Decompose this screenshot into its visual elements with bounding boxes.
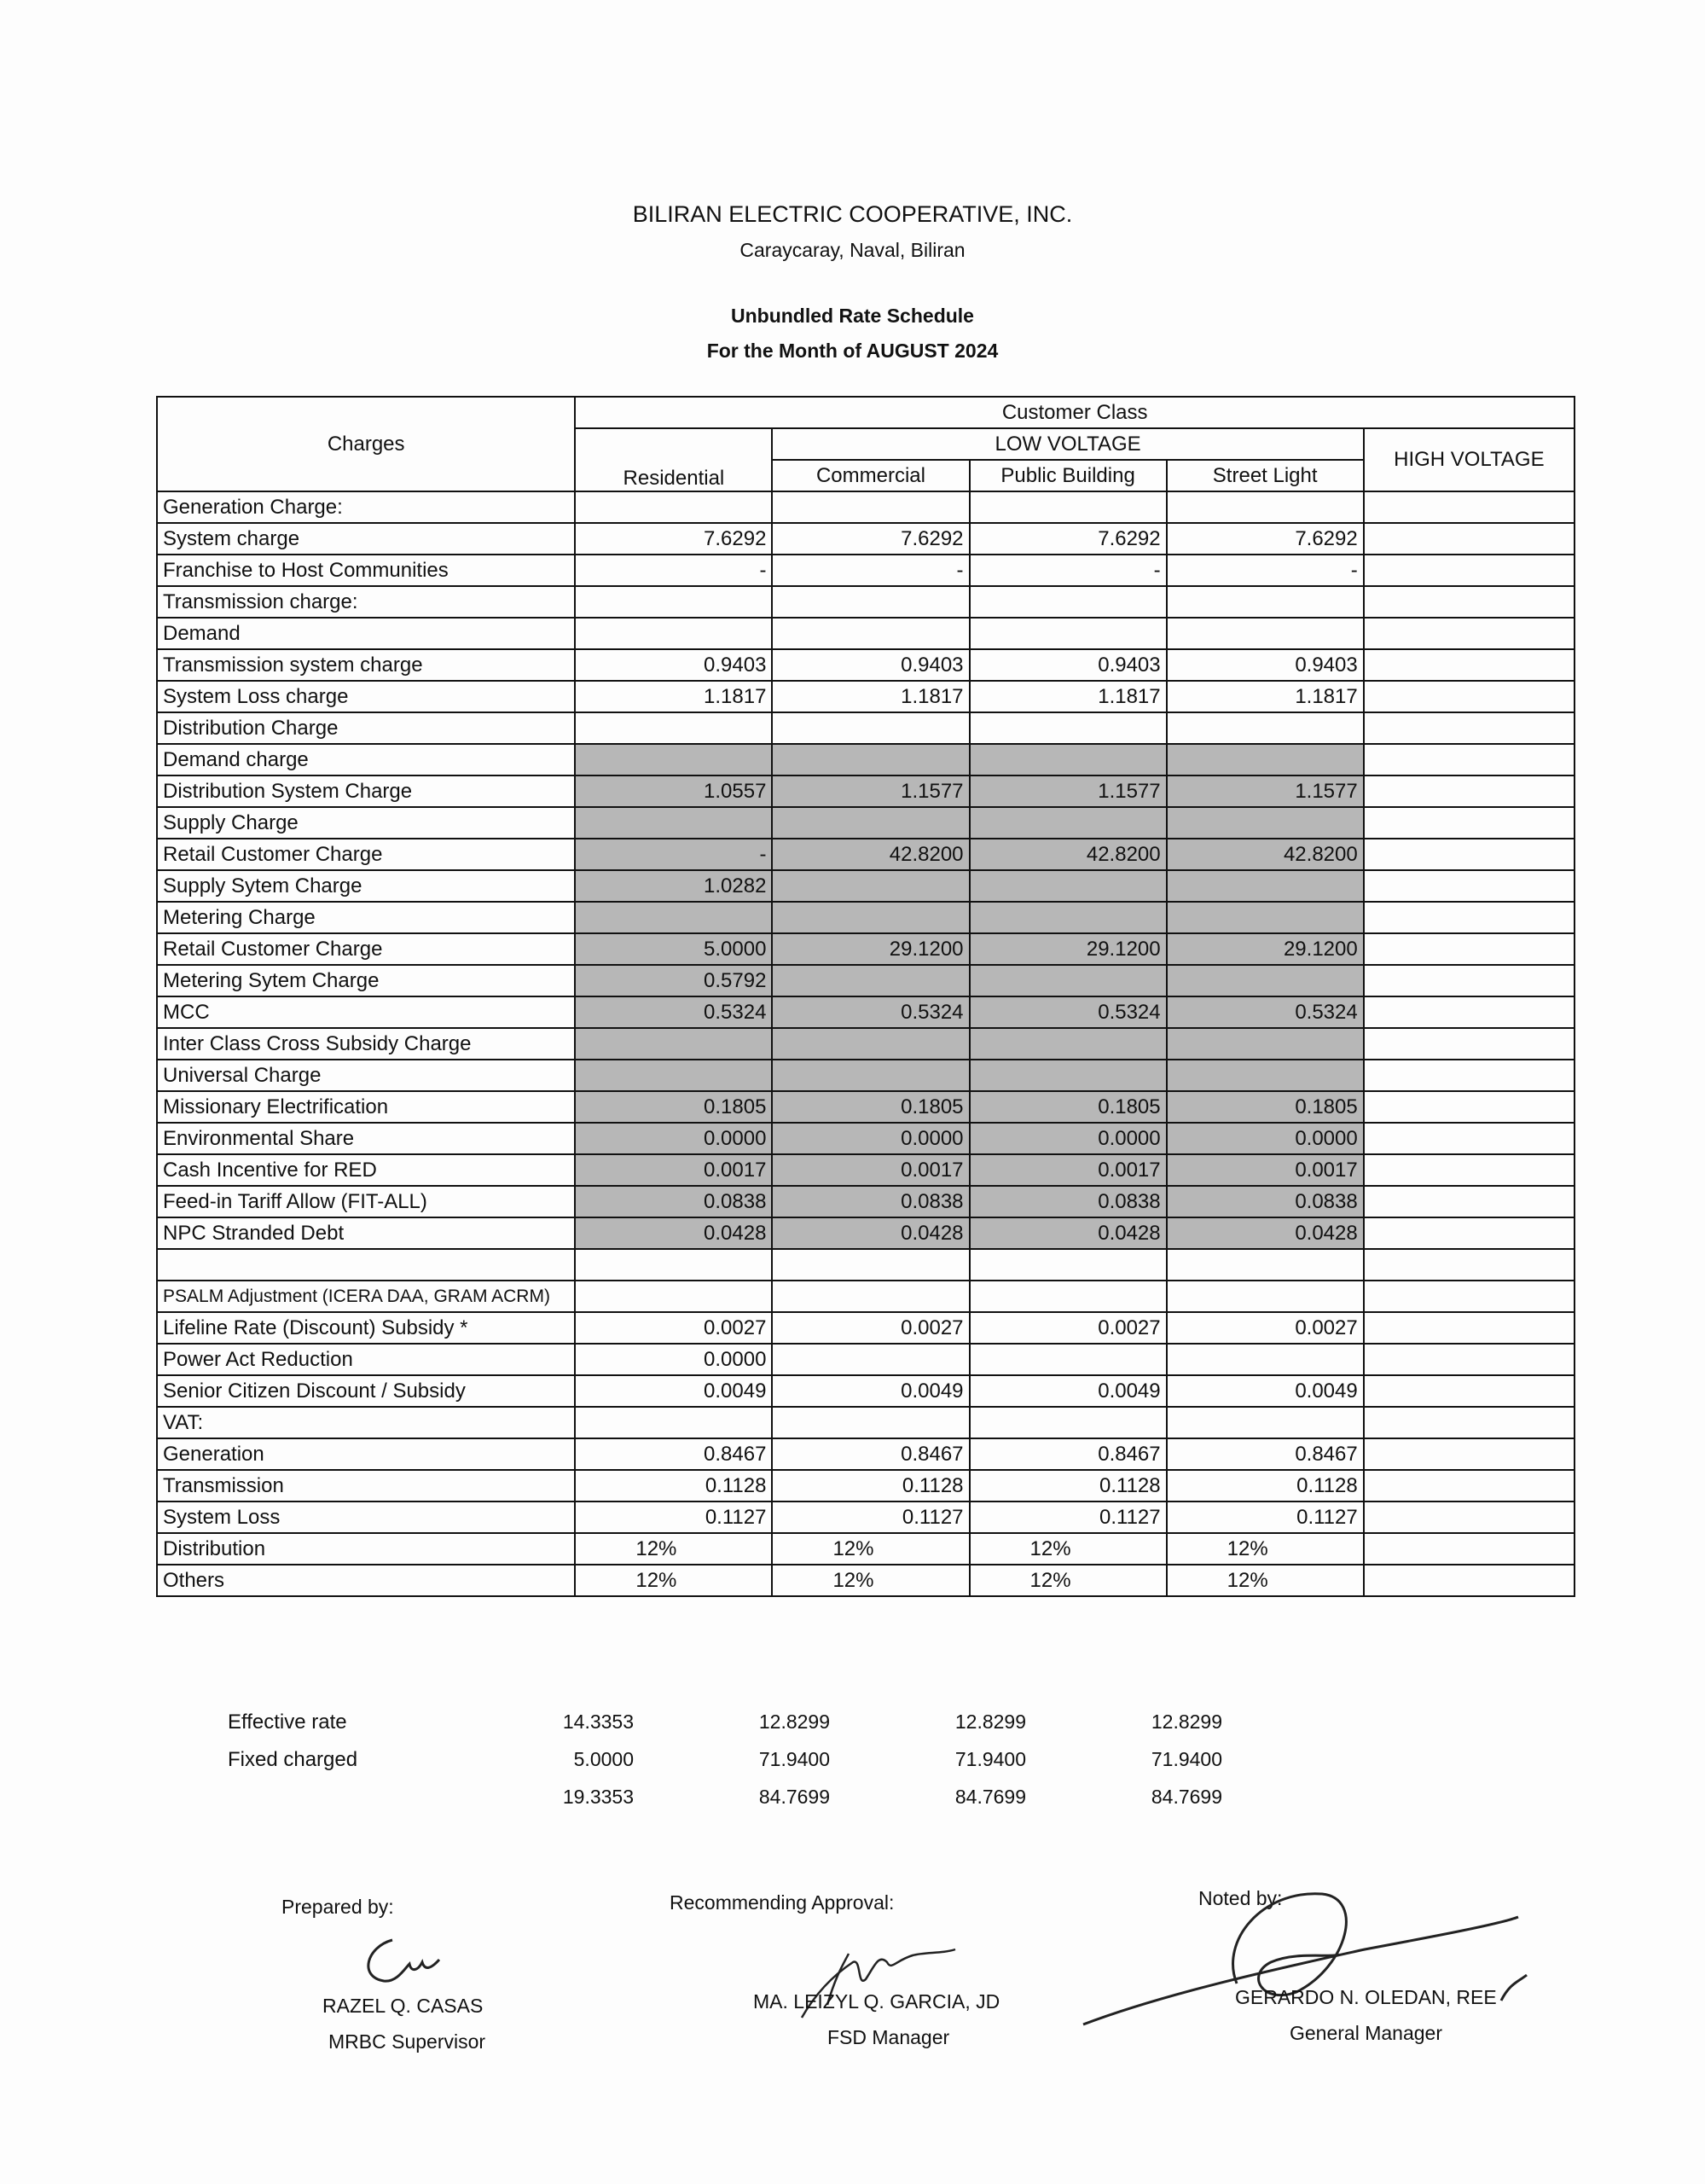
row-label: Environmental Share: [157, 1123, 575, 1154]
row-label: Senior Citizen Discount / Subsidy: [157, 1375, 575, 1407]
recommending-name: MA. LEIZYL Q. GARCIA, JD: [753, 1990, 1000, 2013]
prepared-by-title: MRBC Supervisor: [328, 2030, 486, 2053]
table-row: [157, 1344, 1575, 1375]
high-voltage-cell: [1364, 586, 1575, 618]
high-voltage-cell: [1364, 1154, 1575, 1186]
header-residential: Residential: [575, 428, 772, 491]
rate-cell: 7.6292: [1167, 523, 1364, 555]
high-voltage-cell: [1364, 1438, 1575, 1470]
rate-cell: 0.0428: [970, 1217, 1167, 1249]
table-row: [157, 1533, 1575, 1565]
row-label: Generation Charge:: [157, 491, 575, 523]
rate-cell: 1.1817: [1167, 681, 1364, 712]
row-label: Distribution Charge: [157, 712, 575, 744]
row-label: Metering Sytem Charge: [157, 965, 575, 996]
signature-garcia: [793, 1937, 964, 2030]
table-row: [157, 870, 1575, 902]
rate-cell: [1167, 1407, 1364, 1438]
rate-cell: 12%: [1167, 1565, 1364, 1596]
summary-value: 71.9400: [954, 1748, 1026, 1770]
high-voltage-cell: [1364, 996, 1575, 1028]
rate-cell: 0.1805: [772, 1091, 969, 1123]
high-voltage-cell: [1364, 933, 1575, 965]
rate-cell: [575, 618, 772, 649]
rate-cell: [575, 1281, 772, 1312]
noted-by-title: General Manager: [1290, 2022, 1442, 2044]
summary-label: Effective rate: [228, 1711, 347, 1734]
rate-cell: 0.1128: [970, 1470, 1167, 1502]
rate-cell: [772, 491, 969, 523]
rate-cell: 0.9403: [772, 649, 969, 681]
rate-cell: [1167, 965, 1364, 996]
rate-cell: [970, 618, 1167, 649]
rate-cell: 0.5792: [575, 965, 772, 996]
table-row: [157, 933, 1575, 965]
summary-row: [156, 1711, 1575, 1748]
rate-cell: 29.1200: [1167, 933, 1364, 965]
table-row: [157, 1123, 1575, 1154]
rate-cell: [970, 586, 1167, 618]
high-voltage-cell: [1364, 1281, 1575, 1312]
summary-value: 71.9400: [1151, 1748, 1222, 1770]
rate-cell: -: [575, 839, 772, 870]
rate-cell: 0.0838: [772, 1186, 969, 1217]
rate-cell: 12%: [772, 1565, 969, 1596]
header-commercial: Commercial: [772, 460, 969, 491]
row-label: System Loss: [157, 1502, 575, 1533]
table-row: [157, 586, 1575, 618]
rate-cell: 0.1805: [575, 1091, 772, 1123]
summary-value: 5.0000: [573, 1748, 634, 1770]
table-row: [157, 965, 1575, 996]
rate-cell: [970, 1281, 1167, 1312]
rate-cell: [970, 744, 1167, 775]
rate-cell: [772, 1281, 969, 1312]
summary-value: 12.8299: [1151, 1711, 1222, 1733]
high-voltage-cell: [1364, 555, 1575, 586]
high-voltage-cell: [1364, 523, 1575, 555]
row-label: Demand charge: [157, 744, 575, 775]
table-row: [157, 555, 1575, 586]
row-label: Demand: [157, 618, 575, 649]
rate-cell: [1167, 1281, 1364, 1312]
rate-cell: 42.8200: [1167, 839, 1364, 870]
header-street-light: Street Light: [1167, 460, 1364, 491]
row-label: [157, 1249, 575, 1281]
table-row: [157, 744, 1575, 775]
prepared-by-name: RAZEL Q. CASAS: [322, 1995, 484, 2017]
row-label: Missionary Electrification: [157, 1091, 575, 1123]
rate-cell: [970, 491, 1167, 523]
rate-cell: 0.1805: [970, 1091, 1167, 1123]
row-label: Feed-in Tariff Allow (FIT-ALL): [157, 1186, 575, 1217]
rate-cell: 0.1128: [575, 1470, 772, 1502]
rate-cell: [575, 491, 772, 523]
table-row: [157, 1565, 1575, 1596]
summary-block: [156, 1711, 1575, 1823]
summary-value: 19.3353: [562, 1786, 634, 1808]
rate-cell: [1167, 1344, 1364, 1375]
rate-cell: 0.1128: [1167, 1470, 1364, 1502]
row-label: VAT:: [157, 1407, 575, 1438]
table-row: [157, 1281, 1575, 1312]
rate-cell: 0.0000: [575, 1344, 772, 1375]
high-voltage-cell: [1364, 1091, 1575, 1123]
rate-cell: [1167, 586, 1364, 618]
table-row: [157, 681, 1575, 712]
header-customer-class: Customer Class: [575, 397, 1575, 428]
document-month: For the Month of AUGUST 2024: [706, 340, 999, 362]
rate-cell: -: [575, 555, 772, 586]
high-voltage-cell: [1364, 1217, 1575, 1249]
row-label: PSALM Adjustment (ICERA DAA, GRAM ACRM): [157, 1281, 575, 1312]
table-row: [157, 1502, 1575, 1533]
rate-cell: [970, 712, 1167, 744]
rate-cell: 1.1577: [1167, 775, 1364, 807]
summary-value: 12.8299: [954, 1711, 1026, 1733]
rate-cell: 0.0049: [970, 1375, 1167, 1407]
row-label: Retail Customer Charge: [157, 839, 575, 870]
rate-cell: [772, 870, 969, 902]
row-label: Transmission system charge: [157, 649, 575, 681]
rate-cell: 0.0027: [575, 1312, 772, 1344]
table-row: [157, 1154, 1575, 1186]
rate-cell: [575, 586, 772, 618]
row-label: System Loss charge: [157, 681, 575, 712]
rate-cell: 0.8467: [1167, 1438, 1364, 1470]
row-label: Retail Customer Charge: [157, 933, 575, 965]
row-label: Supply Sytem Charge: [157, 870, 575, 902]
rate-cell: [772, 618, 969, 649]
rate-cell: 0.1127: [970, 1502, 1167, 1533]
summary-row: [156, 1748, 1575, 1786]
table-row: [157, 1186, 1575, 1217]
table-row: [157, 902, 1575, 933]
rate-cell: 7.6292: [772, 523, 969, 555]
table-row: [157, 1060, 1575, 1091]
table-row: [157, 775, 1575, 807]
rate-cell: [575, 744, 772, 775]
rate-cell: 0.1127: [772, 1502, 969, 1533]
rate-cell: 1.1817: [575, 681, 772, 712]
rate-cell: 0.0027: [772, 1312, 969, 1344]
rate-cell: [970, 1060, 1167, 1091]
rate-cell: [970, 870, 1167, 902]
rate-cell: 0.0838: [575, 1186, 772, 1217]
high-voltage-cell: [1364, 1028, 1575, 1060]
rate-cell: 0.8467: [575, 1438, 772, 1470]
rate-cell: 0.0017: [575, 1154, 772, 1186]
row-label: Inter Class Cross Subsidy Charge: [157, 1028, 575, 1060]
rate-cell: 0.0000: [1167, 1123, 1364, 1154]
rate-cell: [772, 965, 969, 996]
rate-cell: [1167, 807, 1364, 839]
high-voltage-cell: [1364, 1249, 1575, 1281]
rate-cell: -: [1167, 555, 1364, 586]
rate-cell: [1167, 870, 1364, 902]
table-row: [157, 1028, 1575, 1060]
header-high-voltage: HIGH VOLTAGE: [1364, 428, 1575, 491]
rate-cell: 7.6292: [575, 523, 772, 555]
rate-cell: [970, 965, 1167, 996]
high-voltage-cell: [1364, 744, 1575, 775]
rate-cell: -: [772, 555, 969, 586]
high-voltage-cell: [1364, 618, 1575, 649]
rate-cell: 1.1817: [970, 681, 1167, 712]
rate-cell: [1167, 712, 1364, 744]
rate-cell: 0.0049: [1167, 1375, 1364, 1407]
rate-cell: [575, 1060, 772, 1091]
rate-cell: [970, 1028, 1167, 1060]
rate-cell: 0.9403: [1167, 649, 1364, 681]
signature-casas: [358, 1930, 452, 1989]
rate-cell: 0.1128: [772, 1470, 969, 1502]
company-name: BILIRAN ELECTRIC COOPERATIVE, INC.: [632, 201, 1073, 227]
table-row: [157, 996, 1575, 1028]
rate-cell: 7.6292: [970, 523, 1167, 555]
rate-cell: 0.0017: [970, 1154, 1167, 1186]
rate-cell: 29.1200: [970, 933, 1167, 965]
rate-cell: [575, 902, 772, 933]
rate-cell: [1167, 1060, 1364, 1091]
summary-value: 14.3353: [562, 1711, 634, 1733]
high-voltage-cell: [1364, 807, 1575, 839]
rate-cell: [772, 712, 969, 744]
rate-cell: [1167, 618, 1364, 649]
rate-cell: [772, 1407, 969, 1438]
rate-cell: [772, 586, 969, 618]
rate-cell: [970, 1249, 1167, 1281]
high-voltage-cell: [1364, 1186, 1575, 1217]
high-voltage-cell: [1364, 839, 1575, 870]
recommending-label: Recommending Approval:: [670, 1891, 895, 1914]
high-voltage-cell: [1364, 1123, 1575, 1154]
rate-cell: 0.0428: [1167, 1217, 1364, 1249]
row-label: Cash Incentive for RED: [157, 1154, 575, 1186]
high-voltage-cell: [1364, 712, 1575, 744]
rate-cell: 0.0000: [970, 1123, 1167, 1154]
rate-cell: 1.0282: [575, 870, 772, 902]
row-label: Franchise to Host Communities: [157, 555, 575, 586]
rate-cell: [575, 1028, 772, 1060]
row-label: Lifeline Rate (Discount) Subsidy *: [157, 1312, 575, 1344]
rate-cell: 12%: [575, 1565, 772, 1596]
table-row: [157, 1375, 1575, 1407]
rate-cell: 0.0000: [772, 1123, 969, 1154]
high-voltage-cell: [1364, 1565, 1575, 1596]
rate-cell: 12%: [1167, 1533, 1364, 1565]
rate-cell: [772, 744, 969, 775]
header-charges: Charges: [157, 397, 575, 491]
document-title: Unbundled Rate Schedule: [731, 305, 974, 327]
rate-cell: 12%: [772, 1533, 969, 1565]
rate-cell: [970, 1407, 1167, 1438]
rate-cell: 42.8200: [772, 839, 969, 870]
prepared-by-label: Prepared by:: [281, 1896, 394, 1918]
rate-cell: 12%: [970, 1533, 1167, 1565]
table-row: [157, 618, 1575, 649]
high-voltage-cell: [1364, 1060, 1575, 1091]
rate-cell: 0.1127: [1167, 1502, 1364, 1533]
rate-cell: [575, 1407, 772, 1438]
rate-cell: 0.1805: [1167, 1091, 1364, 1123]
high-voltage-cell: [1364, 775, 1575, 807]
table-row: [157, 491, 1575, 523]
rate-cell: [772, 807, 969, 839]
rate-cell: 0.0428: [575, 1217, 772, 1249]
rate-cell: [772, 1344, 969, 1375]
rate-cell: [772, 1249, 969, 1281]
rate-cell: 0.0017: [772, 1154, 969, 1186]
rate-cell: 5.0000: [575, 933, 772, 965]
rate-cell: 0.0428: [772, 1217, 969, 1249]
table-row: [157, 1091, 1575, 1123]
summary-value: 71.9400: [758, 1748, 830, 1770]
table-row: [157, 1407, 1575, 1438]
rate-cell: 0.5324: [1167, 996, 1364, 1028]
high-voltage-cell: [1364, 870, 1575, 902]
rate-cell: 12%: [970, 1565, 1167, 1596]
rate-cell: [772, 902, 969, 933]
rate-cell: [1167, 1028, 1364, 1060]
rate-cell: [1167, 1249, 1364, 1281]
table-row: [157, 1438, 1575, 1470]
summary-row: [156, 1786, 1575, 1823]
table-row: [157, 1217, 1575, 1249]
rate-cell: 0.0027: [970, 1312, 1167, 1344]
recommending-title: FSD Manager: [827, 2026, 950, 2048]
high-voltage-cell: [1364, 649, 1575, 681]
rate-cell: 1.1577: [970, 775, 1167, 807]
rate-cell: 0.0838: [970, 1186, 1167, 1217]
rate-cell: [970, 902, 1167, 933]
rate-cell: 0.5324: [772, 996, 969, 1028]
table-row: [157, 523, 1575, 555]
high-voltage-cell: [1364, 1502, 1575, 1533]
rate-cell: 1.1817: [772, 681, 969, 712]
rate-cell: 0.0027: [1167, 1312, 1364, 1344]
high-voltage-cell: [1364, 1344, 1575, 1375]
summary-value: 84.7699: [758, 1786, 830, 1808]
table-row: [157, 649, 1575, 681]
row-label: Power Act Reduction: [157, 1344, 575, 1375]
noted-by-label: Noted by:: [1198, 1887, 1283, 1909]
row-label: System charge: [157, 523, 575, 555]
header-low-voltage: LOW VOLTAGE: [772, 428, 1363, 460]
rate-cell: [772, 1060, 969, 1091]
table-row: [157, 1312, 1575, 1344]
rate-cell: [970, 807, 1167, 839]
row-label: NPC Stranded Debt: [157, 1217, 575, 1249]
signature-oledan: [1066, 1873, 1544, 2043]
rate-cell: 0.8467: [772, 1438, 969, 1470]
rate-cell: 0.1127: [575, 1502, 772, 1533]
rate-cell: [575, 807, 772, 839]
row-label: Metering Charge: [157, 902, 575, 933]
rate-cell: 0.0049: [575, 1375, 772, 1407]
rate-cell: 0.0017: [1167, 1154, 1364, 1186]
summary-value: 12.8299: [758, 1711, 830, 1733]
rate-cell: 12%: [575, 1533, 772, 1565]
summary-value: 84.7699: [954, 1786, 1026, 1808]
table-row: [157, 839, 1575, 870]
row-label: Supply Charge: [157, 807, 575, 839]
rate-cell: 1.1577: [772, 775, 969, 807]
rate-cell: [1167, 744, 1364, 775]
rate-cell: 42.8200: [970, 839, 1167, 870]
rate-cell: -: [970, 555, 1167, 586]
rate-cell: 29.1200: [772, 933, 969, 965]
high-voltage-cell: [1364, 1533, 1575, 1565]
rate-cell: 0.8467: [970, 1438, 1167, 1470]
rate-table: [156, 396, 1575, 1597]
row-label: Transmission charge:: [157, 586, 575, 618]
row-label: Distribution: [157, 1533, 575, 1565]
rate-cell: 0.0838: [1167, 1186, 1364, 1217]
company-address: Caraycaray, Naval, Biliran: [739, 239, 966, 261]
header-public-building: Public Building: [970, 460, 1167, 491]
high-voltage-cell: [1364, 1312, 1575, 1344]
table-row: [157, 1470, 1575, 1502]
rate-cell: 0.0049: [772, 1375, 969, 1407]
rate-cell: [575, 1249, 772, 1281]
high-voltage-cell: [1364, 1470, 1575, 1502]
rate-cell: 0.5324: [970, 996, 1167, 1028]
high-voltage-cell: [1364, 902, 1575, 933]
rate-cell: 0.9403: [970, 649, 1167, 681]
row-label: Others: [157, 1565, 575, 1596]
rate-cell: 0.0000: [575, 1123, 772, 1154]
row-label: Distribution System Charge: [157, 775, 575, 807]
high-voltage-cell: [1364, 681, 1575, 712]
table-row: [157, 1249, 1575, 1281]
rate-cell: 0.9403: [575, 649, 772, 681]
table-row: [157, 807, 1575, 839]
high-voltage-cell: [1364, 1375, 1575, 1407]
row-label: Transmission: [157, 1470, 575, 1502]
high-voltage-cell: [1364, 965, 1575, 996]
high-voltage-cell: [1364, 491, 1575, 523]
rate-cell: [970, 1344, 1167, 1375]
row-label: MCC: [157, 996, 575, 1028]
row-label: Universal Charge: [157, 1060, 575, 1091]
table-row: [157, 712, 1575, 744]
rate-table-body: [157, 491, 1575, 1596]
noted-by-name: GERARDO N. OLEDAN, REE: [1235, 1986, 1497, 2008]
rate-cell: [575, 712, 772, 744]
rate-cell: [772, 1028, 969, 1060]
rate-cell: 1.0557: [575, 775, 772, 807]
high-voltage-cell: [1364, 1407, 1575, 1438]
row-label: Generation: [157, 1438, 575, 1470]
rate-cell: 0.5324: [575, 996, 772, 1028]
rate-cell: [1167, 902, 1364, 933]
rate-cell: [1167, 491, 1364, 523]
summary-label: Fixed charged: [228, 1748, 358, 1771]
summary-value: 84.7699: [1151, 1786, 1222, 1808]
